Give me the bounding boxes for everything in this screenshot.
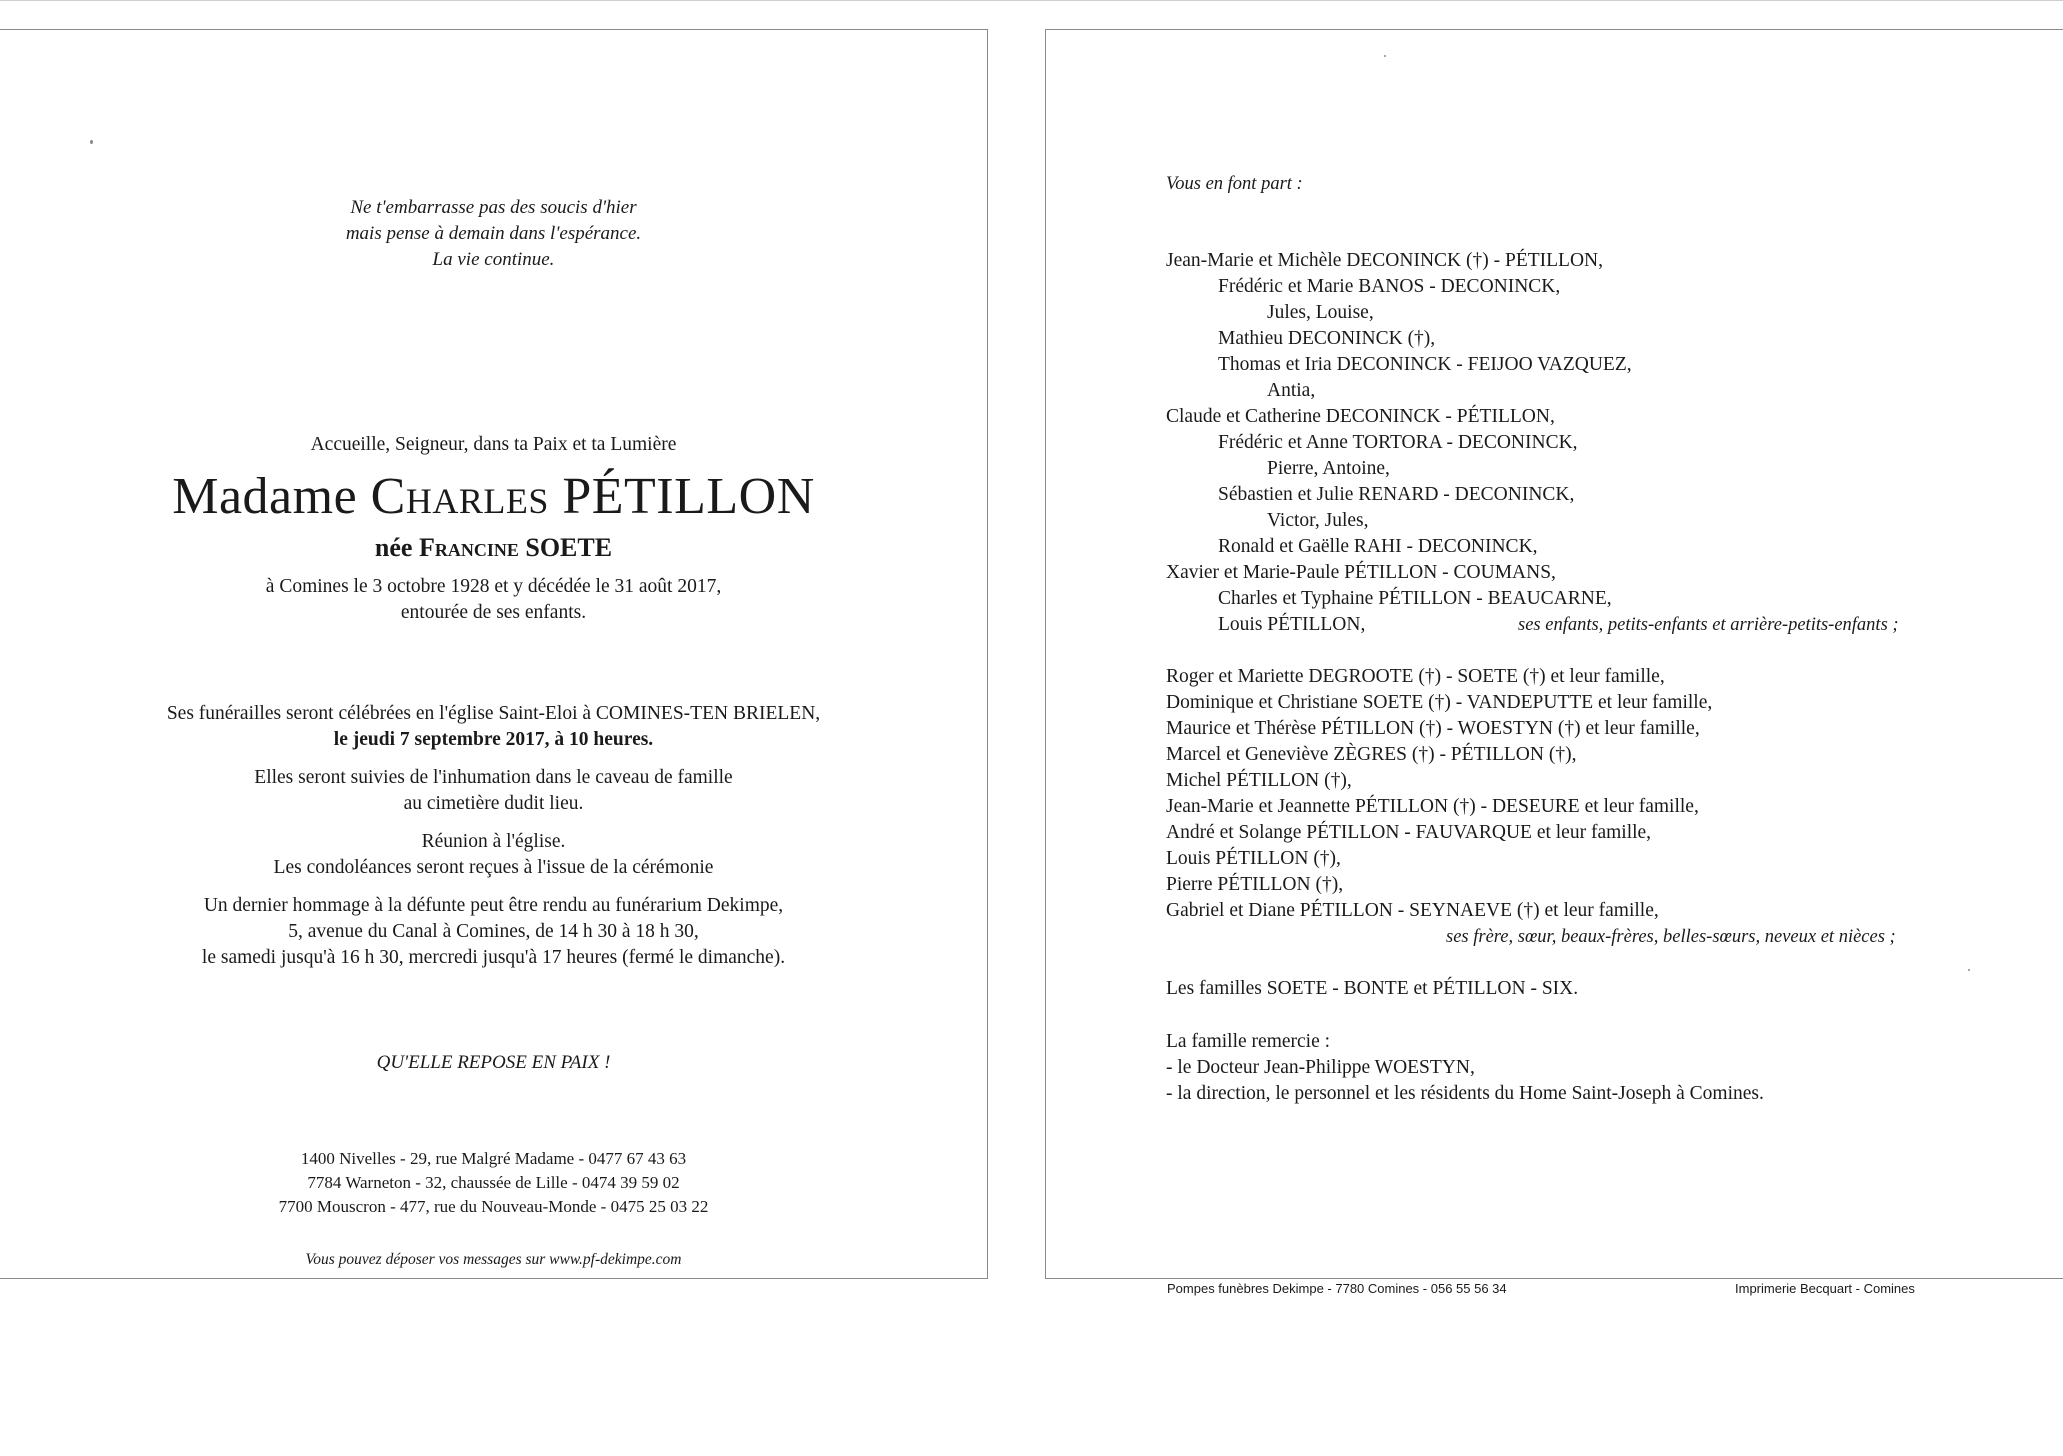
reunion-line: Réunion à l'église.	[421, 831, 566, 852]
family-line: Frédéric et Anne TORTORA - DECONINCK,	[1218, 432, 1578, 453]
right-page	[1045, 29, 2063, 1279]
verse	[0, 195, 987, 273]
messages-website: Vous pouvez déposer vos messages sur www.pf-dekimpe.com	[305, 1251, 682, 1268]
thanks-line: - la direction, le personnel et les résidents du Home Saint-Joseph à Comines.	[1166, 1083, 1764, 1104]
sibling-line: Pierre PÉTILLON (†),	[1166, 874, 1344, 895]
nee-prefix: née	[374, 533, 413, 562]
footer-funeral-home: Pompes funèbres Dekimpe - 7780 Comines - 056 55 56 34	[1167, 1281, 1507, 1296]
family-line: Antia,	[1267, 380, 1316, 401]
hommage-line: Un dernier hommage à la défunte peut être rendu au funérarium Dekimpe,	[203, 895, 784, 916]
hommage-line: 5, avenue du Canal à Comines, de 14 h 30 à 18 h 30,	[288, 921, 699, 942]
family-line: Thomas et Iria DECONINCK - FEIJOO VAZQUEZ,	[1218, 354, 1632, 375]
address-line: 7784 Warneton - 32, chaussée de Lille - 0474 39 59 02	[307, 1173, 680, 1192]
funeral-date-prefix: le	[333, 729, 353, 750]
children-caption: ses enfants, petits-enfants et arrière-petits-enfants ;	[1518, 615, 1899, 635]
family-line: Jean-Marie et Michèle DECONINCK (†) - PÉTILLON,	[1166, 250, 1603, 271]
birth-line: entourée de ses enfants.	[400, 602, 587, 623]
family-line: Pierre, Antoine,	[1267, 458, 1390, 479]
sibling-line: André et Solange PÉTILLON - FAUVARQUE et leur famille,	[1166, 822, 1652, 843]
nee-last: SOETE	[525, 533, 613, 562]
siblings-caption: ses frère, sœur, beaux-frères, belles-sœurs, neveux et nièces ;	[1446, 927, 1896, 947]
families-line: Les familles SOETE - BONTE et PÉTILLON - SIX.	[1166, 978, 1579, 999]
reunion-line: Les condoléances seront reçues à l'issue de la cérémonie	[273, 857, 714, 878]
thanks-line: - le Docteur Jean-Philippe WOESTYN,	[1166, 1057, 1475, 1078]
scan-speck	[1384, 55, 1386, 57]
verse-line: La vie continue.	[432, 249, 555, 270]
left-page	[0, 29, 988, 1279]
family-line: Ronald et Gaëlle RAHI - DECONINCK,	[1218, 536, 1538, 557]
sibling-line: Gabriel et Diane PÉTILLON - SEYNAEVE (†) et leur famille,	[1166, 900, 1659, 921]
scan-speck	[1968, 969, 1970, 971]
birth-death-info	[0, 574, 987, 626]
announcement-header: Vous en font part :	[1166, 174, 1303, 194]
funeral-date-text: jeudi 7 septembre 2017, à 10 heures.	[352, 729, 654, 750]
family-line: Mathieu DECONINCK (†),	[1218, 328, 1436, 349]
burial-line: au cimetière dudit lieu.	[403, 793, 584, 814]
thanks-line: La famille remercie :	[1166, 1031, 1331, 1052]
nee-first: Francine	[418, 533, 519, 562]
verse-line: mais pense à demain dans l'espérance.	[345, 223, 642, 244]
intro-prayer: Accueille, Seigneur, dans ta Paix et ta Lumière	[310, 434, 677, 455]
sibling-line: Louis PÉTILLON (†),	[1166, 848, 1341, 869]
funeral-info	[0, 701, 987, 971]
sibling-line: Roger et Mariette DEGROOTE (†) - SOETE (†) et leur famille,	[1166, 666, 1665, 687]
sibling-line: Jean-Marie et Jeannette PÉTILLON (†) - DESEURE et leur famille,	[1166, 796, 1699, 817]
family-line: Sébastien et Julie RENARD - DECONINCK,	[1218, 484, 1575, 505]
family-line: Louis PÉTILLON,	[1218, 614, 1366, 635]
funeral-home-addresses	[0, 1147, 987, 1219]
rest-in-peace: QU'ELLE REPOSE EN PAIX !	[376, 1052, 611, 1073]
funeral-date	[0, 727, 987, 753]
sibling-line: Maurice et Thérèse PÉTILLON (†) - WOESTYN (†) et leur famille,	[1166, 718, 1700, 739]
verse-line: Ne t'embarrasse pas des soucis d'hier	[350, 197, 637, 218]
family-line: Frédéric et Marie BANOS - DECONINCK,	[1218, 276, 1561, 297]
family-line: Xavier et Marie-Paule PÉTILLON - COUMANS,	[1166, 562, 1556, 583]
family-line: Claude et Catherine DECONINCK - PÉTILLON,	[1166, 406, 1555, 427]
family-line: Charles et Typhaine PÉTILLON - BEAUCARNE,	[1218, 588, 1612, 609]
family-line: Jules, Louise,	[1267, 302, 1374, 323]
hommage-line: le samedi jusqu'à 16 h 30, mercredi jusqu'à 17 heures (fermé le dimanche).	[201, 947, 786, 968]
birth-line: à Comines le 3 octobre 1928 et y décédée le 31 août 2017,	[265, 576, 722, 597]
footer-printer: Imprimerie Becquart - Comines	[1735, 1281, 1915, 1296]
name-last: PÉTILLON	[562, 468, 815, 525]
family-line: Victor, Jules,	[1267, 510, 1369, 531]
funeral-line: Ses funérailles seront célébrées en l'église Saint-Eloi à COMINES-TEN BRIELEN,	[166, 703, 821, 724]
scan-speck	[90, 140, 93, 144]
scan-edge	[0, 0, 2063, 1]
sibling-line: Dominique et Christiane SOETE (†) - VANDEPUTTE et leur famille,	[1166, 692, 1713, 713]
sibling-line: Michel PÉTILLON (†),	[1166, 770, 1352, 791]
address-line: 1400 Nivelles - 29, rue Malgré Madame - 0477 67 43 63	[300, 1149, 687, 1168]
sibling-line: Marcel et Geneviève ZÈGRES (†) - PÉTILLON (†),	[1166, 744, 1577, 765]
name-first: Charles	[370, 468, 549, 525]
name-madame: Madame	[172, 468, 358, 525]
address-line: 7700 Mouscron - 477, rue du Nouveau-Monde - 0475 25 03 22	[278, 1197, 709, 1216]
burial-line: Elles seront suivies de l'inhumation dans le caveau de famille	[254, 767, 733, 788]
